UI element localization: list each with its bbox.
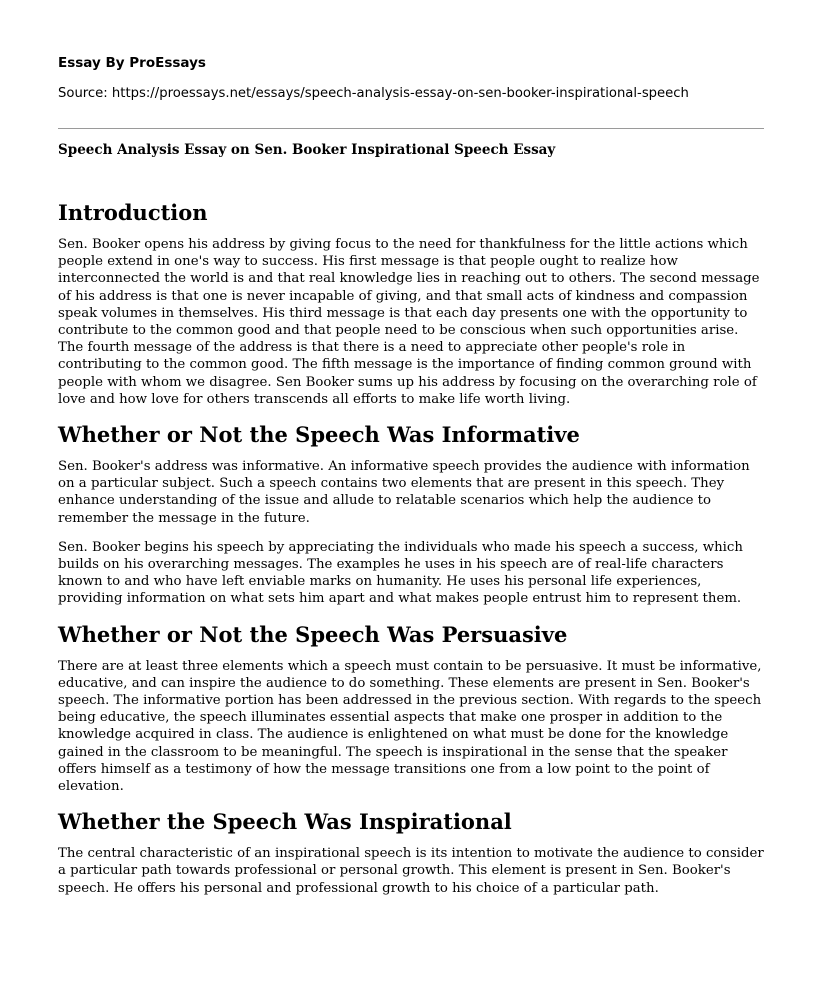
paragraph: The central characteristic of an inspirational speech is its intention to motivate the audience to consider a particular path towards professional or personal growth. This element is present in Sen. Booker's speech. He offers his personal and professional growth to his choice of a particular path. <box>58 846 764 896</box>
paragraph: Sen. Booker's address was informative. An informative speech provides the audience with information on a particular subject. Such a speech contains two elements that are present in this speech. They enhance understanding of the issue and allude to relatable scenarios which help the audience to remember the message in the future. <box>58 459 750 526</box>
section-heading: Whether the Speech Was Inspirational <box>58 809 512 835</box>
section-persuasive <box>58 621 764 796</box>
paragraph: Sen. Booker opens his address by giving focus to the need for thankfulness for the little actions which people extend in one's way to success. His first message is that people ought to realize how interconnected the world is and that real knowledge lies in reaching out to others. The second message of his address is that one is never incapable of giving, and that small acts of kindness and compassion speak volumes in themselves. His third message is that each day presents one with the opportunity to contribute to the common good and that people need to be conscious when such opportunities arise. The fourth message of the address is that there is a need to appreciate other people's role in contributing to the common good. The fifth message is the importance of finding common ground with people with whom we disagree. Sen Booker sums up his address by focusing on the overarching role of love and how love for others transcends all efforts to make life worth living. <box>58 237 760 407</box>
section-heading: Whether or Not the Speech Was Informative <box>58 422 580 448</box>
section-informative <box>58 421 764 608</box>
source-line: Source: https://proessays.net/essays/speech-analysis-essay-on-sen-booker-inspirational-speech <box>58 86 689 101</box>
section-introduction <box>58 199 764 408</box>
paragraph: There are at least three elements which a speech must contain to be persuasive. It must be informative, educative, and can inspire the audience to do something. These elements are present in Sen. Booker's speech. The informative portion has been addressed in the previous section. With regards to the speech being educative, the speech illuminates essential aspects that make one prosper in addition to the knowledge acquired in class. The audience is enlightened on what must be done for the knowledge gained in the classroom to be meaningful. The speech is inspirational in the sense that the speaker offers himself as a testimony of how the message transitions one from a low point to the point of elevation. <box>58 658 762 795</box>
essay-by-label: Essay By ProEssays <box>58 55 206 71</box>
section-inspirational <box>58 808 764 897</box>
header-divider <box>58 128 764 129</box>
document-title: Speech Analysis Essay on Sen. Booker Inspirational Speech Essay <box>58 142 556 158</box>
section-heading: Introduction <box>58 200 208 225</box>
section-heading: Whether or Not the Speech Was Persuasive <box>58 621 568 647</box>
paragraph: Sen. Booker begins his speech by appreciating the individuals who made his speech a success, which builds on his overarching messages. The examples he uses in his speech are of real-life characters known to and who have left enviable marks on humanity. He uses his personal life experiences, providing information on what sets him apart and what makes people entrust him to represent them. <box>58 539 743 607</box>
essay-body <box>58 199 764 909</box>
